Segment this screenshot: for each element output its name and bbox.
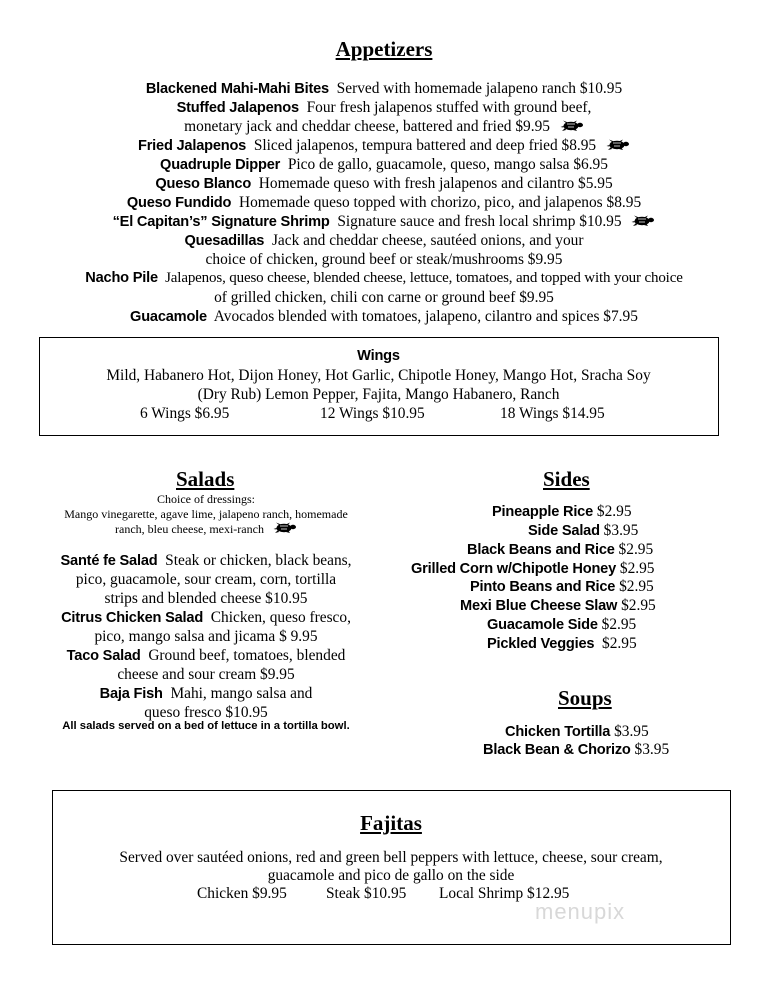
side-item <box>460 596 656 616</box>
item-desc: Jack and cheddar cheese, sautéed onions, and your <box>271 232 584 249</box>
item-name: “El Capitan’s” Signature Shrimp <box>112 214 330 230</box>
item-desc: choice of chicken, ground beef or steak/mushrooms $9.95 <box>205 251 563 268</box>
appetizers-heading: Appetizers <box>335 37 433 61</box>
appetizer-item <box>0 98 768 118</box>
side-item <box>467 540 653 560</box>
item-name: Queso Blanco <box>155 176 252 192</box>
salad-item <box>0 551 412 571</box>
salad-item-cont: queso fresco $10.95 <box>144 704 268 721</box>
item-name: Stuffed Jalapenos <box>176 100 299 116</box>
appetizer-item <box>0 307 768 327</box>
item-price: $2.95 <box>618 541 654 558</box>
side-item <box>470 577 654 597</box>
appetizer-item <box>0 231 768 251</box>
item-name: Pineapple Rice <box>492 504 594 520</box>
item-desc: Avocados blended with tomatoes, jalapeno, cilantro and spices $7.95 <box>213 308 638 325</box>
soup-item <box>505 722 649 742</box>
appetizer-item <box>0 269 768 288</box>
item-price: $3.95 <box>634 741 670 758</box>
item-desc: monetary jack and cheddar cheese, battered and fried $9.95 <box>184 118 550 135</box>
item-name: Guacamole <box>130 309 207 325</box>
item-price: $3.95 <box>614 723 649 740</box>
wings-price: 6 Wings $6.95 <box>140 405 230 422</box>
item-price: $2.95 <box>621 597 656 614</box>
appetizer-item <box>0 212 768 232</box>
turtle-icon <box>560 120 584 132</box>
appetizer-item <box>0 193 768 213</box>
item-name: Quadruple Dipper <box>160 157 281 173</box>
fajitas-price: Chicken $9.95 <box>197 885 287 902</box>
salad-item-cont: cheese and sour cream $9.95 <box>117 666 295 683</box>
fajitas-desc-cont: guacamole and pico de gallo on the side <box>267 867 515 884</box>
item-price: $2.95 <box>596 503 632 520</box>
item-name: Fried Jalapenos <box>137 138 247 154</box>
item-name: Blackened Mahi-Mahi Bites <box>145 81 329 97</box>
appetizer-item <box>0 174 768 194</box>
item-name: Nacho Pile <box>85 270 158 286</box>
item-name: Pinto Beans and Rice <box>470 579 616 595</box>
side-item <box>487 634 637 654</box>
item-desc: Steak or chicken, black beans, <box>165 552 352 569</box>
fajitas-price: Local Shrimp $12.95 <box>439 885 570 902</box>
sides-heading: Sides <box>543 467 590 491</box>
item-name: Black Beans and Rice <box>467 542 615 558</box>
salad-item-cont: pico, guacamole, sour cream, corn, tortilla <box>75 571 337 588</box>
item-desc: Homemade queso topped with chorizo, pico, and jalapenos $8.95 <box>238 194 642 211</box>
wings-box <box>39 337 719 436</box>
item-price: $2.95 <box>619 578 654 595</box>
item-name: Queso Fundido <box>126 195 232 211</box>
item-name: Grilled Corn w/Chipotle Honey <box>411 561 617 577</box>
item-name: Quesadillas <box>184 233 265 249</box>
wings-flavors-cont: (Dry Rub) Lemon Pepper, Fajita, Mango Habanero, Ranch <box>197 386 560 403</box>
dressings-title: Choice of dressings: <box>157 492 255 506</box>
side-item <box>492 502 632 522</box>
salad-item <box>0 684 412 704</box>
dressings-text: ranch, bleu cheese, mexi-ranch <box>115 522 264 536</box>
soup-item <box>483 740 669 760</box>
item-desc: Sliced jalapenos, tempura battered and deep fried $8.95 <box>253 137 597 154</box>
soups-heading: Soups <box>558 686 612 710</box>
item-name: Santé fe Salad <box>60 553 158 569</box>
salad-item <box>0 646 412 666</box>
item-desc: of grilled chicken, chili con carne or ground beef $9.95 <box>214 289 554 306</box>
fajitas-desc: Served over sautéed onions, red and green bell peppers with lettuce, cheese, sour cream, <box>119 849 663 866</box>
item-desc: Chicken, queso fresco, <box>210 609 351 626</box>
appetizer-item-cont <box>0 250 768 269</box>
fajitas-heading: Fajitas <box>360 811 422 835</box>
item-name: Citrus Chicken Salad <box>61 610 204 626</box>
item-price: $3.95 <box>603 522 639 539</box>
item-desc: Four fresh jalapenos stuffed with ground beef, <box>306 99 592 116</box>
item-desc: Signature sauce and fresh local shrimp $10.95 <box>337 213 622 230</box>
item-name: Pickled Veggies <box>487 636 595 652</box>
item-desc: Homemade queso with fresh jalapenos and cilantro $5.95 <box>258 175 613 192</box>
item-name: Mexi Blue Cheese Slaw <box>460 598 618 614</box>
wings-price: 12 Wings $10.95 <box>320 405 425 422</box>
turtle-icon <box>273 522 297 534</box>
fajitas-price: Steak $10.95 <box>326 885 407 902</box>
salad-item-cont: pico, mango salsa and jicama $ 9.95 <box>94 628 318 645</box>
item-name: Guacamole Side <box>487 617 598 633</box>
turtle-icon <box>606 139 630 151</box>
item-name: Chicken Tortilla <box>505 724 611 740</box>
side-item <box>528 521 638 541</box>
dressings-list-cont <box>0 522 412 537</box>
appetizer-item <box>0 79 768 99</box>
appetizer-item <box>0 155 768 175</box>
item-name: Side Salad <box>528 523 600 539</box>
item-price: $2.95 <box>619 560 655 577</box>
fajitas-box <box>52 790 731 945</box>
item-desc: Mahi, mango salsa and <box>170 685 313 702</box>
appetizer-item-cont <box>0 288 768 307</box>
side-item <box>411 559 655 579</box>
salads-footnote: All salads served on a bed of lettuce in a tortilla bowl. <box>62 720 350 732</box>
item-desc: Served with homemade jalapeno ranch $10.95 <box>336 80 623 97</box>
salad-item-cont: strips and blended cheese $10.95 <box>104 590 308 607</box>
item-desc: Pico de gallo, guacamole, queso, mango salsa $6.95 <box>287 156 608 173</box>
watermark: menupix <box>535 899 626 924</box>
turtle-icon <box>631 215 655 227</box>
item-desc: Jalapenos, queso cheese, blended cheese, lettuce, tomatoes, and topped with your choice <box>165 270 683 286</box>
appetizer-item-cont <box>0 117 768 136</box>
item-name: Black Bean & Chorizo <box>483 742 631 758</box>
dressings-list: Mango vinegarette, agave lime, jalapeno ranch, homemade <box>64 507 348 521</box>
item-desc: Ground beef, tomatoes, blended <box>148 647 346 664</box>
side-item <box>487 615 636 635</box>
item-price: $2.95 <box>601 616 637 633</box>
item-name: Taco Salad <box>66 648 141 664</box>
salad-item <box>0 608 412 628</box>
item-price: $2.95 <box>602 635 637 652</box>
item-name: Baja Fish <box>99 686 163 702</box>
wings-flavors: Mild, Habanero Hot, Dijon Honey, Hot Garlic, Chipotle Honey, Mango Hot, Sracha Soy <box>106 367 651 384</box>
wings-heading: Wings <box>357 348 400 364</box>
appetizer-item <box>0 136 768 156</box>
salads-heading: Salads <box>176 467 235 491</box>
wings-price: 18 Wings $14.95 <box>500 405 605 422</box>
